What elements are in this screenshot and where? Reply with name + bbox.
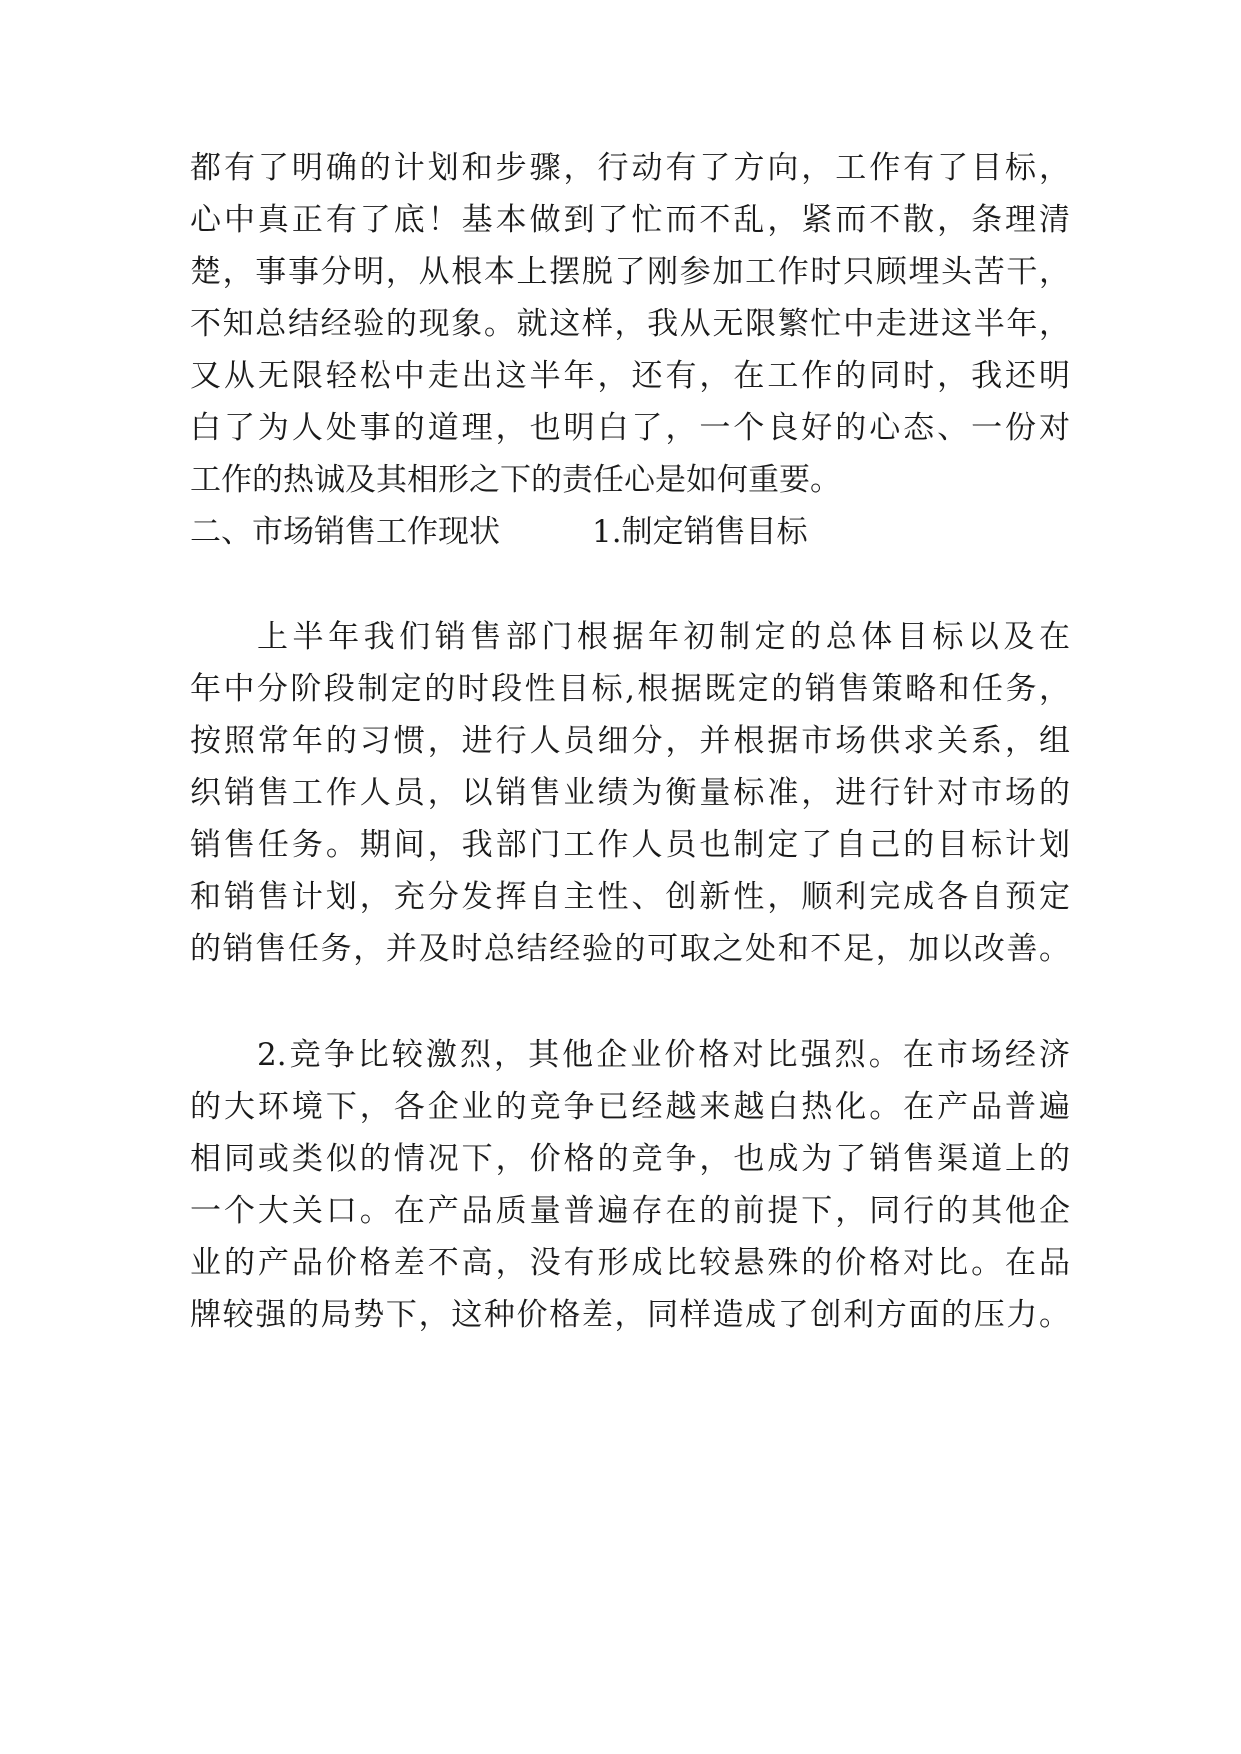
- paragraph2-line: 和销售计划，充分发挥自主性、创新性，顺利完成各自预定: [190, 879, 1070, 915]
- paragraph2-line: 上半年我们销售部门根据年初制定的总体目标以及在: [257, 619, 1070, 655]
- paragraph1-line: 心中真正有了底！基本做到了忙而不乱，紧而不散，条理清: [190, 202, 1070, 238]
- paragraph1-line: 不知总结经验的现象。就这样，我从无限繁忙中走进这半年，: [190, 306, 1070, 342]
- paragraph1-line: 都有了明确的计划和步骤，行动有了方向，工作有了目标，: [190, 150, 1070, 186]
- paragraph1-line: 又从无限轻松中走出这半年，还有，在工作的同时，我还明: [190, 358, 1070, 394]
- paragraph1-line: 楚，事事分明，从根本上摆脱了刚参加工作时只顾埋头苦干，: [190, 254, 1070, 290]
- paragraph2-line: 的销售任务，并及时总结经验的可取之处和不足，加以改善。: [190, 931, 1070, 967]
- paragraph3-line: 2.竞争比较激烈，其他企业价格对比强烈。在市场经济: [257, 1037, 1070, 1073]
- paragraph3-line: 一个大关口。在产品质量普遍存在的前提下，同行的其他企: [190, 1193, 1070, 1229]
- paragraph3-line: 牌较强的局势下，这种价格差，同样造成了创利方面的压力。: [190, 1297, 1070, 1333]
- section-subheading: 1.制定销售目标: [592, 514, 808, 550]
- section-heading-main: 二、市场销售工作现状: [190, 514, 500, 550]
- paragraph2-line: 年中分阶段制定的时段性目标,根据既定的销售策略和任务，: [190, 671, 1070, 707]
- paragraph2-line: 按照常年的习惯，进行人员细分，并根据市场供求关系，组: [190, 723, 1070, 759]
- paragraph1-line: 工作的热诚及其相形之下的责任心是如何重要。: [190, 462, 841, 498]
- paragraph3-line: 相同或类似的情况下，价格的竞争，也成为了销售渠道上的: [190, 1141, 1070, 1177]
- paragraph1-line: 白了为人处事的道理，也明白了，一个良好的心态、一份对: [190, 410, 1070, 446]
- paragraph3-line: 业的产品价格差不高，没有形成比较悬殊的价格对比。在品: [190, 1245, 1070, 1281]
- paragraph3-line: 的大环境下，各企业的竞争已经越来越白热化。在产品普遍: [190, 1089, 1070, 1125]
- paragraph2-line: 织销售工作人员，以销售业绩为衡量标准，进行针对市场的: [190, 775, 1070, 811]
- paragraph2-line: 销售任务。期间，我部门工作人员也制定了自己的目标计划: [190, 827, 1070, 863]
